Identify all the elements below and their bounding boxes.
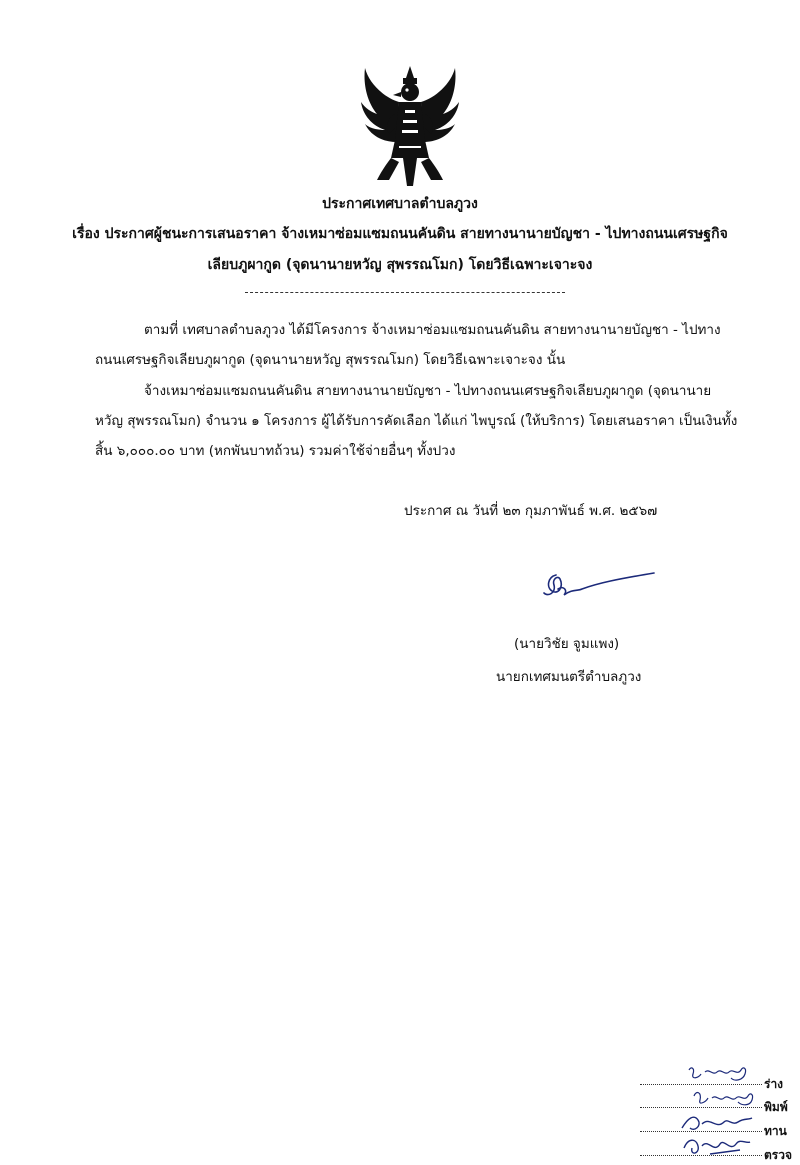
initials-print <box>690 1088 760 1110</box>
footer-label-proofread: ทาน <box>764 1124 787 1138</box>
signatory-position: นายกเทศมนตรีตำบลภูวง <box>496 669 642 685</box>
footer-label-print: พิมพ์ <box>764 1100 788 1114</box>
subject-line-1: เรื่อง ประกาศผู้ชนะการเสนอราคา จ้างเหมาซ่อมแซมถนนคันดิน สายทางนานายบัญชา - ไปทางถนนเศรษฐกิจ <box>72 226 728 242</box>
paragraph-1-line-2: ถนนเศรษฐกิจเลียบภูผากูด (จุดนานายหวัญ สุพรรณโมก) โดยวิธีเฉพาะเจาะจง นั้น <box>95 352 566 368</box>
paragraph-2-line-3: สิ้น ๖,๐๐๐.๐๐ บาท (หกพันบาทถ้วน) รวมค่าใช้จ่ายอื่นๆ ทั้งปวง <box>95 443 456 459</box>
signatory-name: (นายวิชัย จูมแพง) <box>514 636 620 652</box>
announcement-title: ประกาศเทศบาลตำบลภูวง <box>322 196 478 212</box>
dashed-divider <box>245 292 565 293</box>
initials-draft <box>685 1064 755 1086</box>
paragraph-2-line-1: จ้างเหมาซ่อมแซมถนนคันดิน สายทางนานายบัญชา - ไปทางถนนเศรษฐกิจเลียบภูผากูด (จุดนานาย <box>144 383 712 399</box>
paragraph-1-line-1: ตามที่ เทศบาลตำบลภูวง ได้มีโครงการ จ้างเหมาซ่อมแซมถนนคันดิน สายทางนานายบัญชา - ไปทาง <box>144 322 721 338</box>
footer-label-check: ตรวจ <box>764 1148 793 1162</box>
paragraph-2-line-2: หวัญ สุพรรณโมก) จำนวน ๑ โครงการ ผู้ได้รับการคัดเลือก ได้แก่ ไพบูรณ์ (ให้บริการ) โดยเสนอราคา เป็นเงินทั้ง <box>95 413 738 429</box>
handwritten-signature <box>538 565 658 610</box>
subject-line-2: เลียบภูผากูด (จุดนานายหวัญ สุพรรณโมก) โดยวิธีเฉพาะเจาะจง <box>207 257 593 273</box>
announcement-date: ประกาศ ณ วันที่ ๒๓ กุมภาพันธ์ พ.ศ. ๒๕๖๗ <box>404 503 658 519</box>
footer-label-draft: ร่าง <box>764 1077 784 1091</box>
initials-check <box>680 1134 760 1158</box>
garuda-emblem-icon <box>355 62 465 190</box>
initials-proofread <box>676 1110 756 1134</box>
